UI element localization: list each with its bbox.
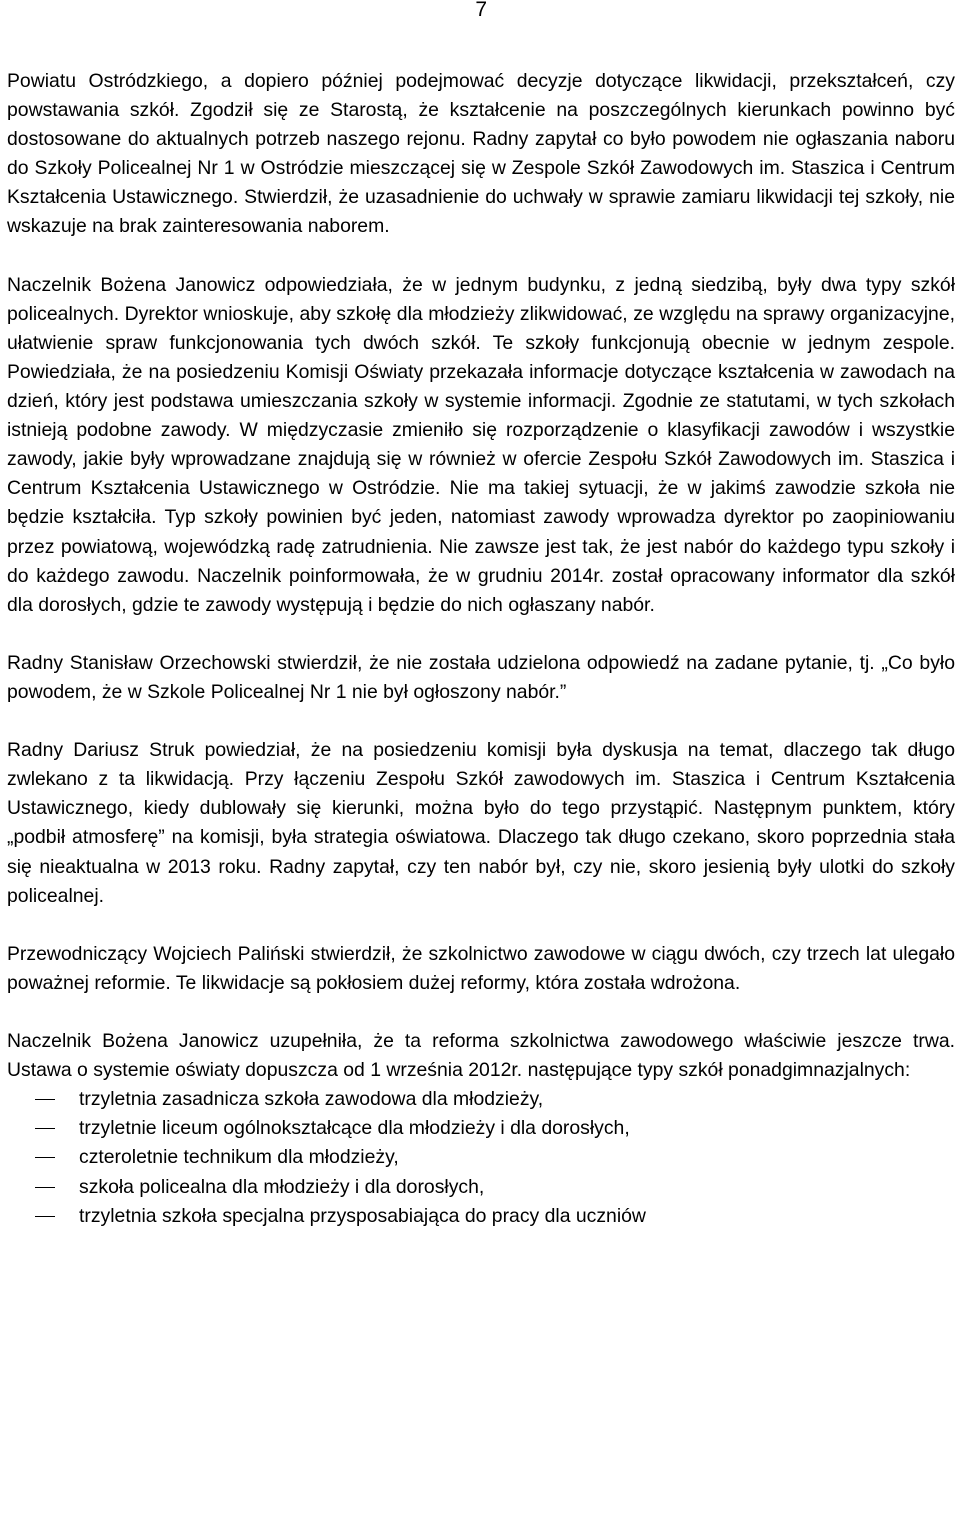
list-item-text: czteroletnie technikum dla młodzieży, — [79, 1146, 399, 1169]
dash-bullet-icon — [35, 1216, 55, 1217]
dash-bullet-icon — [35, 1187, 55, 1188]
school-types-list — [7, 1085, 955, 1230]
document-body — [7, 67, 955, 1231]
list-item — [7, 1202, 955, 1231]
paragraph-janowicz-supplement: Naczelnik Bożena Janowicz uzupełniła, że ta reforma szkolnictwa zawodowego właściwie jeszcze trwa. Ustawa o systemie oświaty dopuszcza od 1 września 2012r. następujące typy szkół ponadgimnazjalnych: — [7, 1030, 955, 1082]
paragraph-orzechowski-statement: Radny Stanisław Orzechowski stwierdził, że nie została udzielona odpowiedź na zadane pytanie, tj. „Co było powodem, że w Szkole Policealnej Nr 1 nie był ogłoszony nabór.” — [7, 651, 955, 703]
list-item — [7, 1173, 955, 1202]
list-item — [7, 1085, 955, 1114]
list-item-text: trzyletnie liceum ogólnokształcące dla młodzieży i dla dorosłych, — [79, 1117, 630, 1140]
list-item — [7, 1114, 955, 1143]
list-item-text: trzyletnia szkoła specjalna przysposabiająca do pracy dla uczniów — [79, 1204, 646, 1227]
paragraph-powiat-decisions: Powiatu Ostródzkiego, a dopiero później podejmować decyzje dotyczące likwidacji, przekształceń, czy powstawania szkół. Zgodził się ze Starostą, że kształcenie na poszczególnych kierunkach powinno być dostosowane do aktualnych potrzeb naszego rejonu. Radny zapytał co było powodem nie ogłaszania naboru do Szkoły Policealnej Nr 1 w Ostródzie mieszczącej się w Zespole Szkół Zawodowych im. Staszica i Centrum Kształcenia Ustawicznego. Stwierdził, że uzasadnienie do uchwały w sprawie zamiaru likwidacji tej szkoły, nie wskazuje na brak zainteresowania naborem. — [7, 70, 955, 238]
dash-bullet-icon — [35, 1157, 55, 1158]
paragraph-palinski-statement: Przewodniczący Wojciech Paliński stwierdził, że szkolnictwo zawodowe w ciągu dwóch, czy trzech lat ulegało poważnej reformie. Te likwidacje są pokłosiem dużej reformy, która została wdrożona. — [7, 942, 955, 994]
paragraph-janowicz-answer: Naczelnik Bożena Janowicz odpowiedziała, że w jednym budynku, z jedną siedzibą, były dwa typy szkół policealnych. Dyrektor wnioskuje, aby szkołę dla młodzieży zlikwidować, ze względu na sprawy organizacyjne, ułatwienie spraw funkcjonowania tych dwóch szkół. Te szkoły funkcjonują obecnie w jednym zespole. Powiedziała, że na posiedzeniu Komisji Oświaty przekazała informacje dotyczące kształcenia w zawodach na dzień, który jest podstawa umieszczania szkoły w systemie informacji. Zgodnie ze statutami, w tych szkołach istnieją podobne zawody. W międzyczasie zmieniło się rozporządzenie o klasyfikacji zawodów i wszystkie zawody, jakie były wprowadzane znajdują się w również w ofercie Zespołu Szkół Zawodowych im. Staszica i Centrum Kształcenia Ustawicznego w Ostródzie. Nie ma takiej sytuacji, że w jakimś zawodzie szkoła nie będzie kształciła. Typ szkoły powinien być jeden, natomiast zawody wprowadza dyrektor po zaopiniowaniu przez powiatową, wojewódzką radę zatrudnienia. Nie zawsze jest tak, że jest nabór do każdego typu szkoły i do każdego zawodu. Naczelnik poinformowała, że w grudniu 2014r. został opracowany informator dla szkół dla dorosłych, gdzie te zawody występują i będzie do nich ogłaszany nabór. — [7, 273, 955, 616]
page-number: 7 — [475, 0, 487, 21]
paragraph-struk-statement: Radny Dariusz Struk powiedział, że na posiedzeniu komisji była dyskusja na temat, dlaczego tak długo zwlekano z ta likwidacją. Przy łączeniu Zespołu Szkół zawodowych im. Staszica i Centrum Kształcenia Ustawicznego, kiedy dublowały się kierunki, można było do tego przystąpić. Następnym punktem, który „podbił atmosferę” na komisji, była strategia oświatowa. Dlaczego tak długo czekano, skoro poprzednia stała się nieaktualna w 2013 roku. Radny zapytał, czy ten nabór był, czy nie, skoro jesienią były ulotki do szkoły policealnej. — [7, 739, 955, 907]
list-item-text: trzyletnia zasadnicza szkoła zawodowa dla młodzieży, — [79, 1088, 544, 1111]
dash-bullet-icon — [35, 1099, 55, 1100]
dash-bullet-icon — [35, 1128, 55, 1129]
list-item-text: szkoła policealna dla młodzieży i dla dorosłych, — [79, 1175, 485, 1198]
list-item — [7, 1143, 955, 1172]
